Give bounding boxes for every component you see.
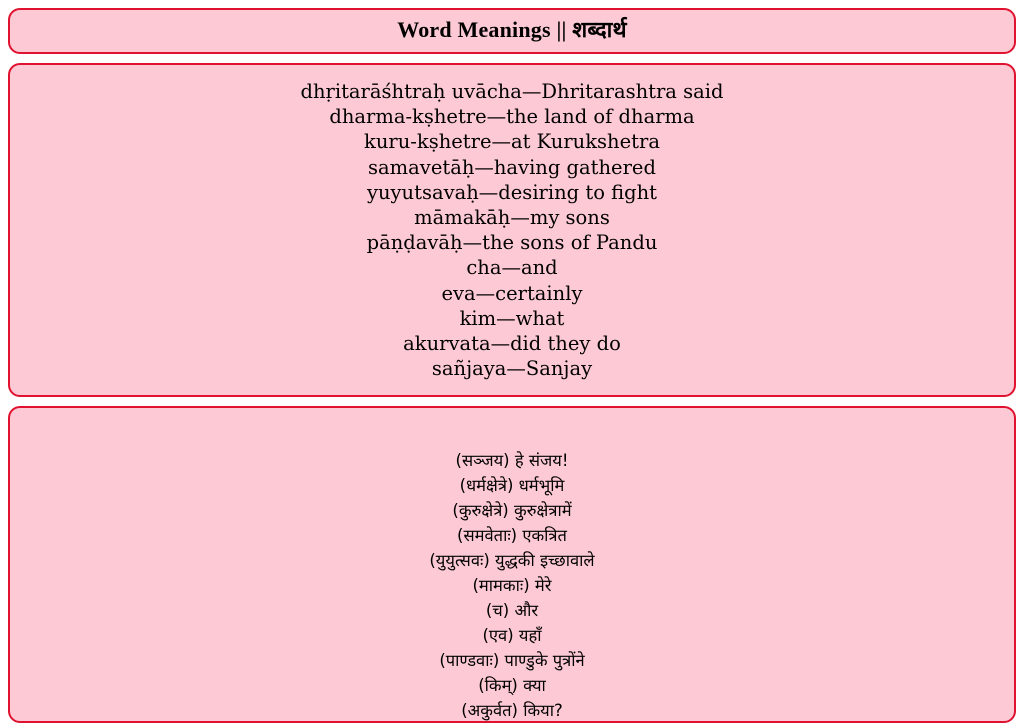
transliteration-line: kim—what — [459, 306, 565, 330]
transliteration-line: yuyutsavaḥ—desiring to fight — [366, 180, 658, 204]
hindi-line: (पाण्डवाः) पाण्डुके पुत्रोंने — [439, 651, 585, 671]
word-meanings-title-panel — [8, 8, 1016, 54]
hindi-line: (युयुत्सवः) युद्धकी इच्छावाले — [429, 551, 595, 571]
hindi-line: (अकुर्वत) किया? — [461, 701, 563, 721]
transliteration-line: dhṛitarāśhtraḥ uvācha—Dhritarashtra said — [300, 80, 724, 103]
transliteration-line: māmakāḥ—my sons — [414, 206, 610, 230]
transliteration-line: sañjaya—Sanjay — [431, 357, 593, 381]
transliteration-line: eva—certainly — [441, 281, 583, 305]
transliteration-line: pāṇḍavāḥ—the sons of Pandu — [366, 231, 658, 255]
hindi-line: (एव) यहाँ — [482, 626, 542, 646]
transliteration-line: akurvata—did they do — [403, 332, 621, 356]
hindi-line: (च) और — [485, 601, 539, 621]
hindi-line: (कुरुक्षेत्रे) कुरुक्षेत्रामें — [452, 501, 572, 521]
transliteration-line: cha—and — [466, 256, 558, 280]
hindi-meanings-panel — [8, 406, 1016, 723]
hindi-line: (समवेताः) एकत्रित — [457, 526, 567, 546]
hindi-line: (धर्मक्षेत्रे) धर्मभूमि — [459, 476, 565, 496]
transliteration-line: dharma-kṣhetre—the land of dharma — [329, 105, 695, 129]
page-title: Word Meanings || शब्दार्थ — [397, 17, 627, 42]
hindi-line: (किम्) क्या — [478, 676, 546, 696]
hindi-line: (मामकाः) मेरे — [472, 576, 552, 596]
transliteration-line: kuru-kṣhetre—at Kurukshetra — [364, 130, 660, 154]
transliteration-panel — [8, 63, 1016, 397]
panel-top-spacer — [24, 422, 1000, 448]
transliteration-line: samavetāḥ—having gathered — [368, 155, 656, 179]
hindi-line: (सञ्जय) हे संजय! — [455, 451, 569, 471]
